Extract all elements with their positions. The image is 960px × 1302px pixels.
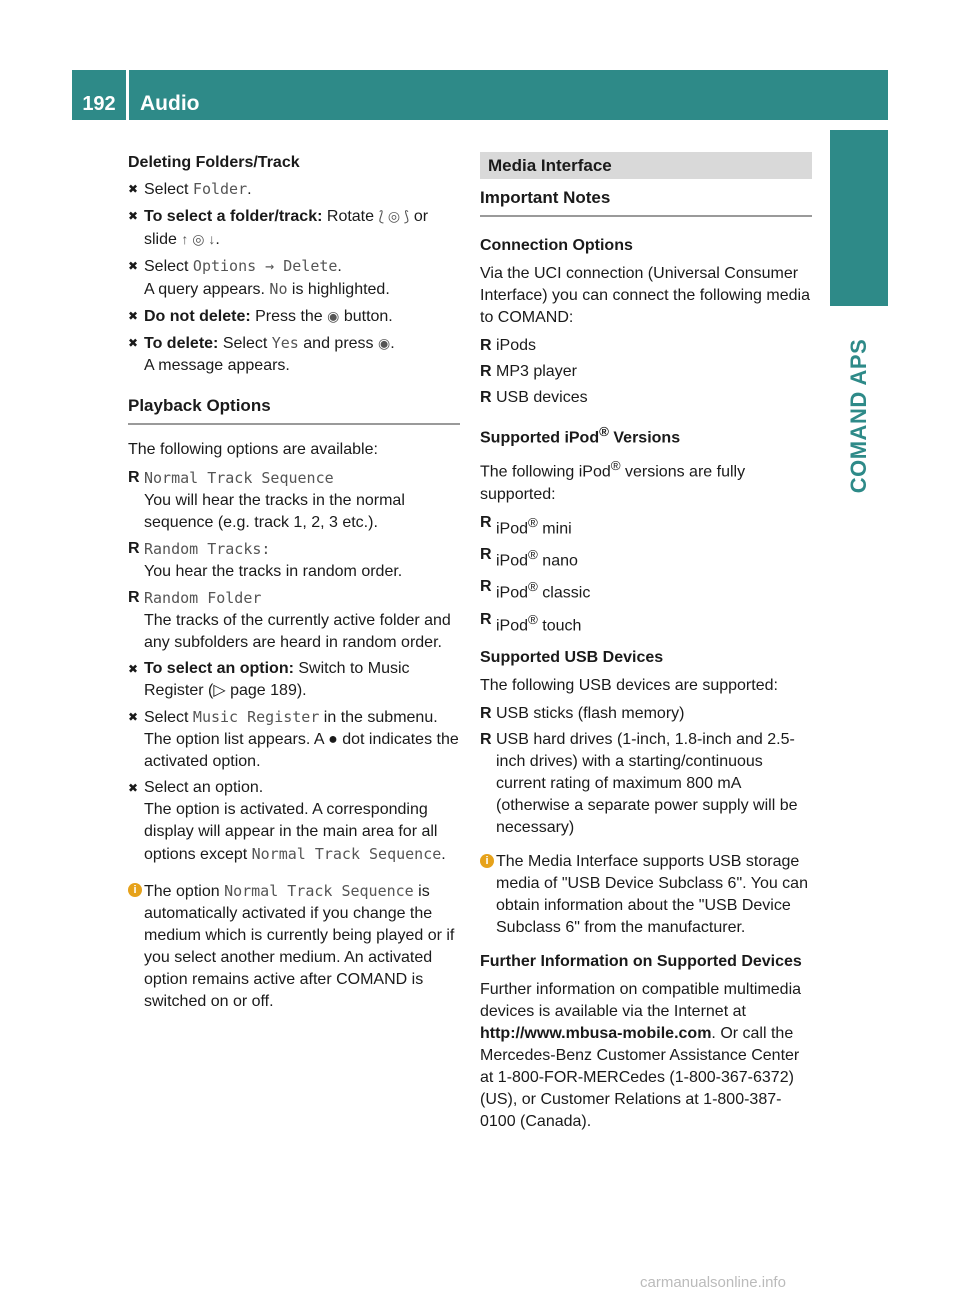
step-arrow-icon: ✖ <box>128 662 139 676</box>
connection-text: Via the UCI connection (Universal Consumer Interface) you can connect the following media to COMAND: <box>480 265 810 326</box>
step-bold: Do not delete: <box>144 308 251 325</box>
list-item <box>480 544 812 572</box>
option-label: Normal Track Sequence <box>224 882 414 900</box>
menu-path: Options → Delete <box>192 257 338 275</box>
further-info-heading: Further Information on Supported Devices <box>480 952 802 970</box>
step-arrow-icon: ✖ <box>128 209 139 223</box>
side-tab-block <box>830 130 888 306</box>
list-item <box>480 609 812 637</box>
option-label: Random Folder <box>144 589 262 607</box>
registered-mark: ® <box>528 546 538 562</box>
bullet: R <box>480 730 492 748</box>
side-tab-label-wrap <box>830 316 888 516</box>
step-text: The option list appears. A <box>144 731 329 748</box>
step-text: A query appears. <box>144 281 270 298</box>
media-interface-bar: Media Interface <box>480 152 812 179</box>
step-text: A message appears. <box>144 357 290 374</box>
page-reference[interactable]: ▷ page 189 <box>213 682 297 699</box>
list-text: USB devices <box>496 389 588 406</box>
step-text: Press the <box>250 308 328 325</box>
rotate-controller-icon: ⟅ ◎ ⟆ <box>378 208 410 224</box>
press-button-icon: ◉ <box>327 308 340 324</box>
watermark: carmanualsonline.info <box>640 1274 786 1291</box>
important-notes-heading: Important Notes <box>480 187 812 217</box>
option-desc: The tracks of the currently active folder and any subfolders are heard in random order. <box>144 612 451 651</box>
step-text: Select <box>144 258 193 275</box>
bullet: R <box>480 513 492 531</box>
bullet: R <box>480 704 492 722</box>
ipod-versions-heading <box>480 421 812 449</box>
bullet: R <box>480 610 492 628</box>
heading-text: Supported iPod <box>480 429 600 447</box>
list-item <box>480 703 812 725</box>
left-column <box>128 152 460 1023</box>
para-text: Further information on compatible multimedia devices is available via the Internet at <box>480 980 802 1020</box>
list-item <box>480 729 812 839</box>
list-text: USB sticks (flash memory) <box>496 704 685 722</box>
registered-mark: ® <box>528 514 538 530</box>
list-text: USB hard drives (1-inch, 1.8-inch and 2.5-inch drives) with a starting/continuous current rating of maximum 800 mA (otherwise a separate power supply will be necessary) <box>496 730 798 836</box>
list-item <box>480 512 812 540</box>
registered-mark: ® <box>528 579 538 595</box>
list-text: iPod <box>496 616 529 634</box>
step-arrow-icon: ✖ <box>128 781 139 795</box>
step-bold: To select a folder/track: <box>144 208 323 225</box>
note-text: The option <box>144 883 225 900</box>
bullet: R <box>480 545 492 563</box>
para-text: . Or call the Mercedes-Benz Customer Assistance Center at 1-800-FOR-MERCedes (1-800-367-6372) (US), or Customer Relations at 1-800-387-0100 (Canada). <box>480 1024 800 1130</box>
option-label: Normal Track Sequence <box>144 469 334 487</box>
list-text: touch <box>537 616 582 634</box>
press-button-icon: ◉ <box>377 335 391 351</box>
playback-options-heading: Playback Options <box>128 395 460 425</box>
menu-item-no: No <box>269 280 288 298</box>
step-text: button. <box>339 308 393 325</box>
step-text: and press <box>298 335 378 352</box>
bullet: R <box>480 389 492 406</box>
note-text: The Media Interface supports USB storage media of "USB Device Subclass 6". You can obtain information about the "USB Device Subclass 6" from the manufacturer. <box>496 852 808 936</box>
step-text: . <box>215 231 220 248</box>
dot-indicator-icon: ● <box>328 731 338 748</box>
menu-item-folder: Folder <box>192 180 248 198</box>
page-header <box>72 70 888 120</box>
heading-text: Versions <box>608 429 681 447</box>
step-arrow-icon: ✖ <box>128 259 139 273</box>
registered-mark: ® <box>528 611 538 627</box>
step-text: or slide <box>144 208 429 248</box>
side-tab <box>830 130 888 518</box>
bullet: R <box>480 578 492 596</box>
page-number: 192 <box>82 93 116 115</box>
registered-mark: ® <box>599 424 609 439</box>
note-text: is automatically activated if you change the medium which is currently being played or if you select another medium. An activated option remains active after COMAND is switched on or off. <box>144 883 455 1010</box>
bullet: R <box>128 589 140 606</box>
step-text: Select an option. <box>144 779 264 796</box>
step-select-an-option <box>128 777 460 866</box>
list-item <box>480 361 812 383</box>
option-random-tracks <box>128 538 460 583</box>
bullet: R <box>128 469 140 486</box>
step-text: . <box>441 846 446 863</box>
step-text: Rotate <box>322 208 379 225</box>
step-do-not-delete <box>128 305 460 328</box>
list-text: MP3 player <box>496 363 577 380</box>
option-random-folder <box>128 587 460 654</box>
step-text: . <box>390 335 395 352</box>
bullet: R <box>480 363 492 380</box>
step-text: . <box>337 258 342 275</box>
further-text <box>480 979 812 1133</box>
bullet: R <box>480 337 492 354</box>
deleting-heading: Deleting Folders/Track <box>128 154 300 171</box>
step-text: The option is activated. A corresponding display will appear in the main area for all options except <box>144 801 438 863</box>
section-title: Audio <box>140 92 200 115</box>
option-normal-track <box>128 467 460 534</box>
option-desc: You will hear the tracks in the normal sequence (e.g. track 1, 2, 3 etc.). <box>144 492 405 531</box>
usb-devices-heading: Supported USB Devices <box>480 648 664 666</box>
menu-item-music-register: Music Register <box>192 708 320 726</box>
list-item <box>480 335 812 357</box>
side-tab-label: COMAND APS <box>846 338 871 494</box>
step-text: dot indicates the activated option. <box>144 731 459 770</box>
connection-options-heading: Connection Options <box>480 237 633 254</box>
step-text: . <box>247 181 252 198</box>
step-arrow-icon: ✖ <box>128 710 139 724</box>
options-intro: The following options are available: <box>128 441 378 458</box>
step-text: Select <box>144 709 193 726</box>
step-to-delete <box>128 332 460 377</box>
step-arrow-icon: ✖ <box>128 336 139 350</box>
right-column <box>480 152 812 1139</box>
list-text: iPod <box>496 584 529 602</box>
list-text: iPods <box>496 337 537 354</box>
step-bold: To select an option: <box>144 660 294 677</box>
ipod-text <box>480 455 812 505</box>
step-bold: To delete: <box>144 335 219 352</box>
para-text: The following iPod <box>480 463 611 481</box>
list-text: iPod <box>496 552 529 570</box>
para-text: versions are fully supported: <box>480 463 746 503</box>
step-options-delete <box>128 255 460 301</box>
info-note <box>480 851 812 939</box>
list-item <box>480 387 812 409</box>
info-note <box>128 880 460 1013</box>
step-text: Switch to Music Register ( <box>144 660 410 699</box>
menu-item-yes: Yes <box>271 334 299 352</box>
step-text: Select <box>144 181 193 198</box>
step-select-folder <box>128 178 460 201</box>
step-text: is highlighted. <box>287 281 390 298</box>
step-select-track <box>128 205 460 251</box>
list-item <box>480 576 812 604</box>
list-text: mini <box>537 519 572 537</box>
bullet: R <box>128 540 140 557</box>
info-icon: i <box>128 883 142 897</box>
step-text: in the submenu. <box>319 709 438 726</box>
option-label: Random Tracks: <box>144 540 271 558</box>
list-text: nano <box>537 552 578 570</box>
option-desc: You hear the tracks in random order. <box>144 563 403 580</box>
step-arrow-icon: ✖ <box>128 309 139 323</box>
slide-controller-icon: ↑ ◎ ↓ <box>181 231 216 247</box>
registered-mark: ® <box>610 458 621 474</box>
step-select-option <box>128 658 460 702</box>
usb-text: The following USB devices are supported: <box>480 676 778 694</box>
list-text: classic <box>537 584 591 602</box>
list-text: iPod <box>496 519 529 537</box>
step-music-register <box>128 706 460 773</box>
step-text: Select <box>218 335 272 352</box>
website-link[interactable]: http://www.mbusa-mobile.com <box>480 1024 712 1042</box>
step-arrow-icon: ✖ <box>128 182 139 196</box>
option-label: Normal Track Sequence <box>251 845 442 863</box>
info-icon: i <box>480 854 494 868</box>
step-text: ). <box>296 682 307 699</box>
header-divider <box>126 70 129 120</box>
